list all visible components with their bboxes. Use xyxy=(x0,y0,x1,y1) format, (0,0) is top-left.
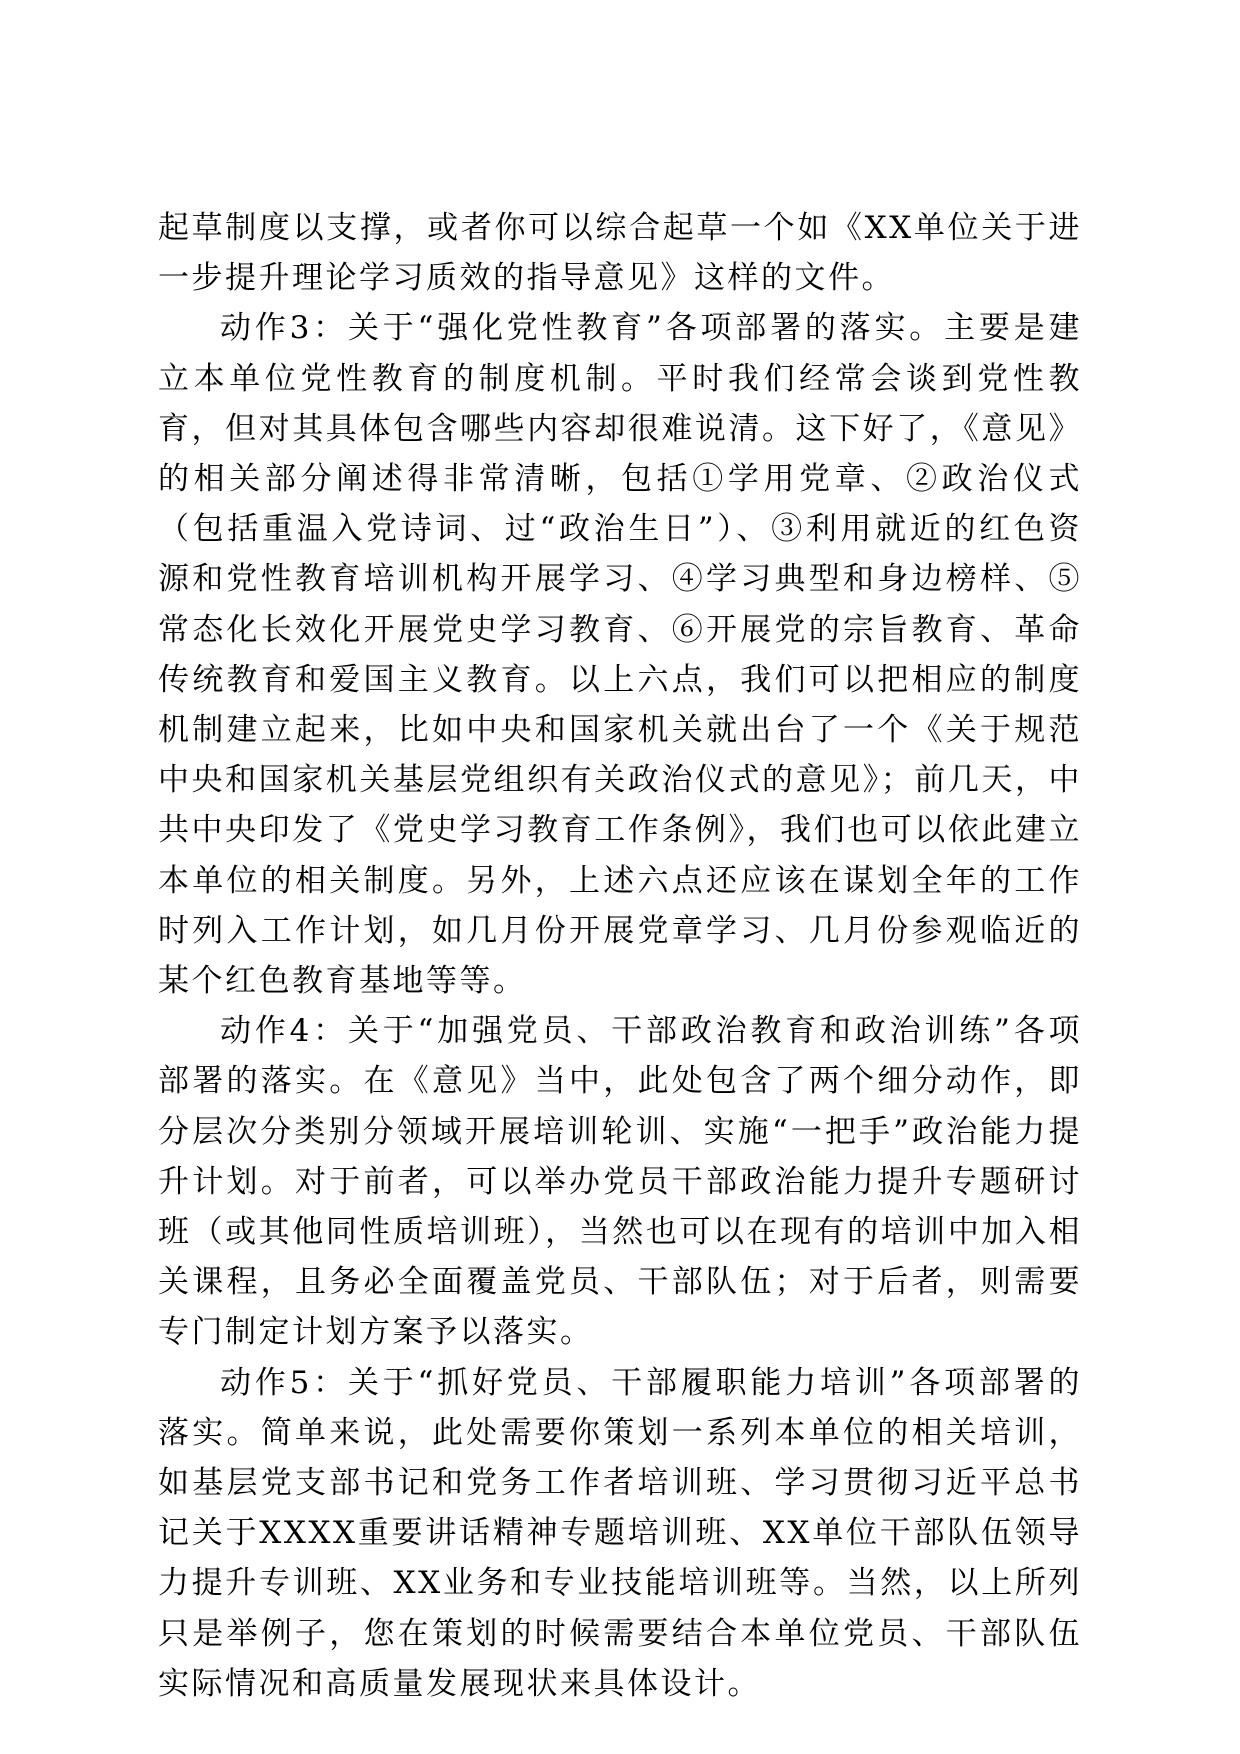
paragraph-action-4: 动作4：关于“加强党员、干部政治教育和政治训练”各项部署的落实。在《意见》当中，此处包含了两个细分动作，即分层次分类别分领域开展培训轮训、实施“一把手”政治能力提升计划。对于前者，可以举办党员干部政治能力提升专题研讨班（或其他同性质培训班），当然也可以在现有的培训中加入相关课程，且务必全面覆盖党员、干部队伍；对于后者，则需要专门制定计划方案予以落实。 xyxy=(158,1013,1082,1351)
paragraph-action-5: 动作5：关于“抓好党员、干部履职能力培训”各项部署的落实。简单来说，此处需要你策划一系列本单位的相关培训，如基层党支部书记和党务工作者培训班、学习贯彻习近平总书记关于XXXX重要讲话精神专题培训班、XX单位干部队伍领导力提升专训班、XX业务和专业技能培训班等。当然，以上所列只是举例子，您在策划的时候需要结合本单位党员、干部队伍实际情况和高质量发展现状来具体设计。 xyxy=(158,1364,1082,1702)
paragraph-continuation: 起草制度以支撑，或者你可以综合起草一个如《XX单位关于进一步提升理论学习质效的指导意见》这样的文件。 xyxy=(158,210,1082,297)
paragraph-action-3: 动作3：关于“强化党性教育”各项部署的落实。主要是建立本单位党性教育的制度机制。平时我们经常会谈到党性教育，但对其具体包含哪些内容却很难说清。这下好了，《意见》的相关部分阐述得非常清晰，包括①学用党章、②政治仪式（包括重温入党诗词、过“政治生日”）、③利用就近的红色资源和党性教育培训机构开展学习、④学习典型和身边榜样、⑤常态化长效化开展党史学习教育、⑥开展党的宗旨教育、革命传统教育和爱国主义教育。以上六点，我们可以把相应的制度机制建立起来，比如中央和国家机关就出台了一个《关于规范中央和国家机关基层党组织有关政治仪式的意见》；前几天，中共中央印发了《党史学习教育工作条例》，我们也可以依此建立本单位的相关制度。另外，上述六点还应该在谋划全年的工作时列入工作计划，如几月份开展党章学习、几月份参观临近的某个红色教育基地等等。 xyxy=(158,310,1082,1000)
document-page xyxy=(158,203,1082,1709)
